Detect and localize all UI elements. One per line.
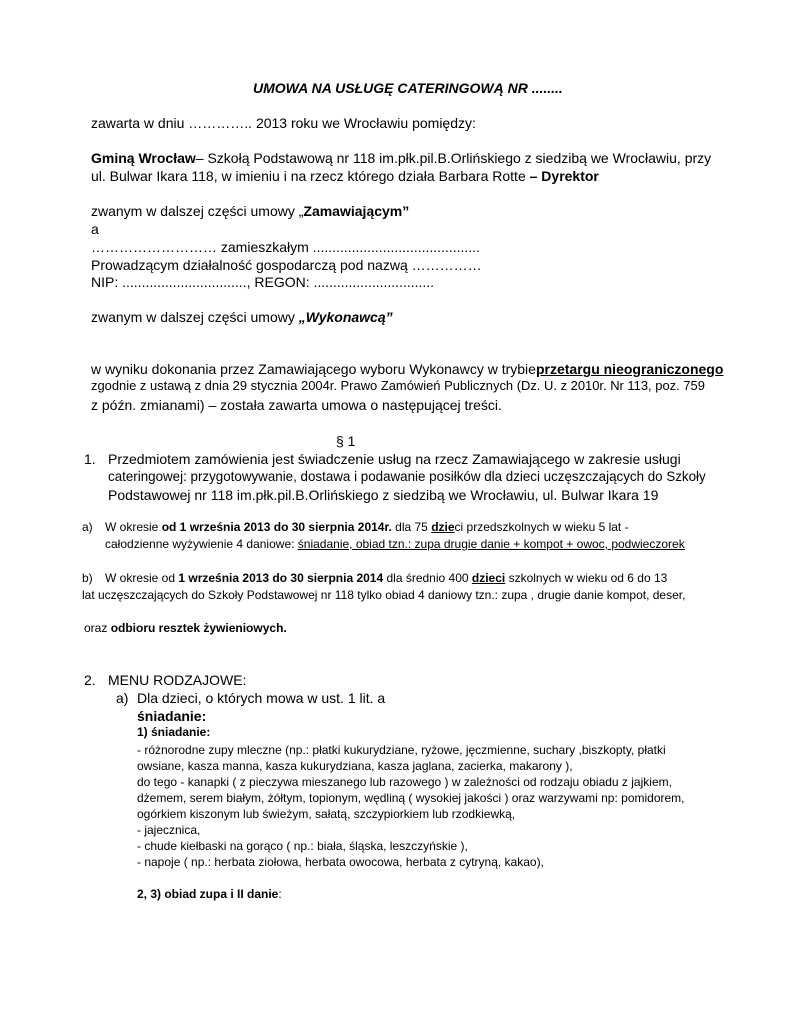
menu-heading: MENU RODZAJOWE: [108, 672, 247, 688]
item1-line3: Podstawowej nr 118 im.płk.pil.B.Orlińskiego z siedzibą we Wrocławiu, ul. Bulwar Ikara 19 [108, 487, 659, 503]
obiad-heading-colon: : [278, 887, 282, 901]
wykonawca-prefix: zwanym w dalszej części umowy [91, 309, 299, 325]
zamawiajacy-name: Zamawiającym” [303, 203, 410, 219]
menu-line-0-text: - różnorodne zupy mleczne (np.: płatki kukurydziane, ryżowe, jęczmienne, suchary ,biszkopty, płatki [137, 743, 666, 757]
subitem-b-line3-pre: oraz [84, 621, 111, 635]
subitem-b-post: szkolnych w wieku od 6 do 13 [505, 571, 668, 585]
subitem-a-meals: śniadanie, obiad tzn.: zupa drugie danie + kompot + owoc, podwieczorek [297, 537, 685, 551]
menu-line-3-text: dżemem, serem białym, żółtym, topionym, wędliną ( wysokiej jakości ) oraz warzywami np: pomidorem, [137, 791, 685, 805]
subitem-b-line2: lat uczęszczających do Szkoły Podstawowej nr 118 tylko obiad 4 daniowy tzn.: zupa , drugie danie kompot, deser, [82, 588, 686, 602]
party1-address: ul. Bulwar Ikara 118, w imieniu i na rzecz którego działa Barbara Rotte [91, 168, 526, 184]
item1-line1-text: Przedmiotem zamówienia jest świadczenie usług na rzecz Zamawiającego w zakresie usługi [108, 451, 681, 467]
zamawiajacy-prefix: zwanym w dalszej części umowy „ [91, 203, 304, 219]
party1-description: – Szkołą Podstawową nr 118 im.płk.pil.B.Orlińskiego z siedzibą we Wrocławiu, przy [195, 150, 712, 166]
tender-text: w wyniku dokonania przez Zamawiającego wyboru Wykonawcy w trybie [91, 361, 536, 377]
subitem-a-line2-pre: całodzienne wyżywienie 4 daniowe: [105, 537, 298, 551]
contractor-business-line: Prowadzącym działalność gospodarczą pod nazwą …………… [91, 257, 482, 273]
contractor-ids-line: NIP: ................................, REGON: ............................... [91, 274, 435, 290]
contract-date-line: zawarta w dniu ………….. 2013 roku we Wrocławiu pomiędzy: [91, 115, 476, 131]
subitem-a-pre: W okresie [105, 520, 162, 534]
tender-line1 [91, 361, 724, 377]
subitem-a-dzie: dzie [431, 520, 455, 534]
party1-role: – Dyrektor [529, 168, 599, 184]
party1-line1 [91, 150, 712, 166]
subitem-a-line2 [105, 538, 685, 552]
subitem-a-period: od 1 września 2013 do 30 sierpnia 2014r. [161, 520, 392, 534]
zamawiajacy-line [91, 203, 409, 219]
sniadanie-subheading: 1) śniadanie: [137, 725, 211, 739]
wykonawca-name: „Wykonawcą” [298, 309, 393, 325]
subitem-a-label: a) [82, 520, 93, 534]
subitem-b-pre: W okresie od [105, 571, 179, 585]
subitem-b-line3-bold: odbioru resztek żywieniowych. [110, 621, 287, 635]
menu-line-6: - chude kiełbaski na gorąco ( np.: biała, śląska, leszczyńskie ), [137, 839, 468, 853]
document-title: UMOWA NA USŁUGĘ CATERINGOWĄ NR ........ [253, 80, 563, 96]
party1-name: Gminą Wrocław [91, 150, 196, 166]
party1-line2 [91, 168, 599, 184]
tender-line2: zgodnie z ustawą z dnia 29 stycznia 2004r. Prawo Zamówień Publicznych (Dz. U. z 2010r. Nr 113, poz. 759 [91, 378, 705, 393]
menu-line-2-text: do tego - kanapki ( z pieczywa mieszanego lub razowego ) w zależności od rodzaju obiadu z jajkiem, [137, 775, 672, 789]
subitem-a-post: ci przedszkolnych w wieku 5 lat - [454, 520, 629, 534]
menu-line-5: - jajecznica, [137, 823, 201, 837]
item1-number: 1. [84, 451, 96, 467]
item1-line1 [108, 451, 700, 467]
menu-line-1: owsiane, kasza manna, kasza kukurydziana, kasza jaglana, zacierka, makarony ), [137, 759, 573, 773]
subitem-b-mid: dla średnio 400 [383, 571, 472, 585]
menu-number: 2. [84, 672, 96, 688]
subitem-b-label: b) [82, 571, 93, 585]
menu-line-2 [137, 776, 700, 790]
subitem-b-line3 [84, 622, 287, 636]
contractor-name-line: ……………………… zamieszkałym ........................................... [91, 239, 480, 255]
subitem-b-period: 1 września 2013 do 30 sierpnia 2014 [178, 571, 384, 585]
subitem-b-line1 [105, 572, 667, 586]
obiad-heading-text: 2, 3) obiad zupa i II danie [137, 887, 279, 901]
section1-heading: § 1 [336, 433, 356, 449]
obiad-heading [137, 888, 282, 902]
tender-mode: przetargu nieograniczonego [535, 361, 724, 377]
and-conjunction: a [91, 221, 99, 237]
menu-line-7: - napoje ( np.: herbata ziołowa, herbata owocowa, herbata z cytryną, kakao), [137, 855, 544, 869]
tender-line3: z późn. zmianami) – została zawarta umowa o następującej treści. [91, 397, 502, 413]
menu-sub-text: Dla dzieci, o których mowa w ust. 1 lit. a [137, 690, 386, 706]
subitem-a-mid: dla 75 [391, 520, 432, 534]
item1-line2: cateringowej: przygotowywanie, dostawa i podawanie posiłków dla dzieci uczęszczających do Szkoły [108, 469, 706, 484]
menu-sub-label: a) [116, 690, 129, 706]
sniadanie-heading: śniadanie: [137, 708, 207, 724]
wykonawca-line [91, 309, 393, 325]
menu-line-4: ogórkiem kiszonym lub świeżym, sałatą, szczypiorkiem lub rzodkiewką, [137, 807, 516, 821]
menu-line-0 [137, 744, 700, 758]
menu-line-3 [137, 792, 700, 806]
subitem-b-dzieci: dzieci [471, 571, 506, 585]
subitem-a-line1 [105, 521, 629, 535]
